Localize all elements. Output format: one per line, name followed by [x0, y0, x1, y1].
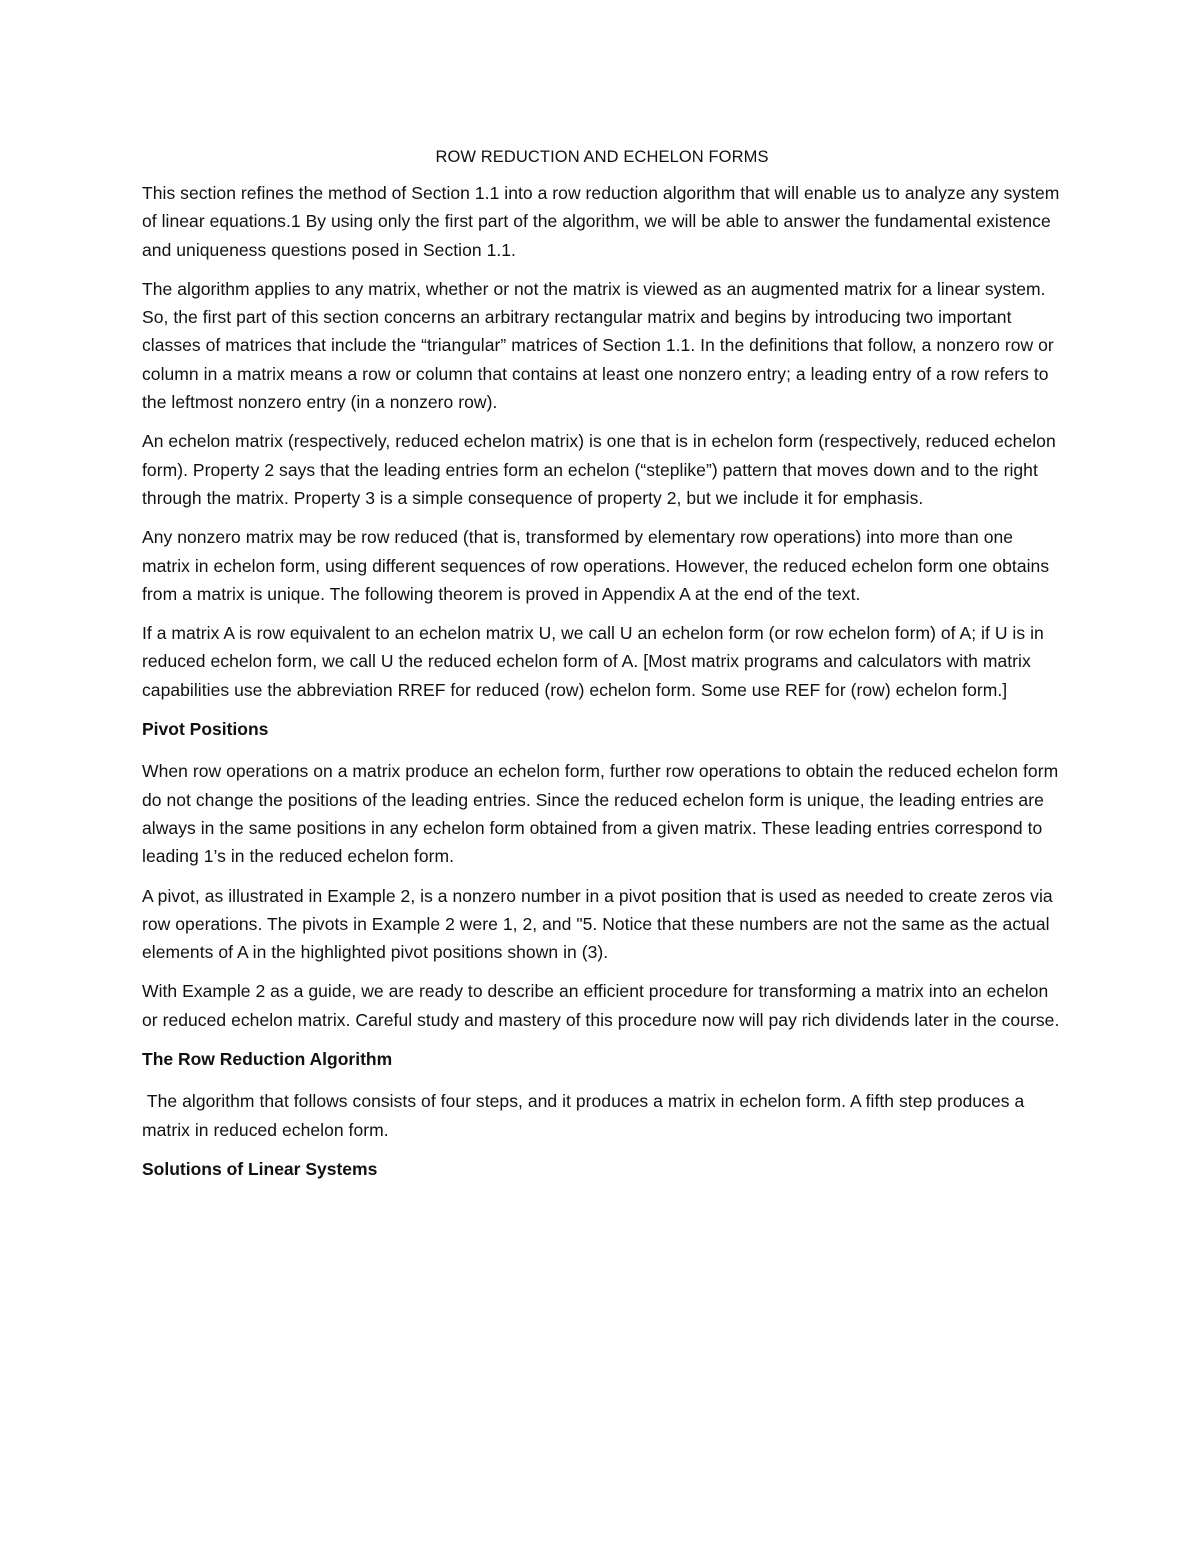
- paragraph-pivot-2: A pivot, as illustrated in Example 2, is a nonzero number in a pivot position that is used as needed to create zeros via row operations. The pivots in Example 2 were 1, 2, and "5. Notice that these numbers are not the same as the actual elements of A in the highlighted pivot positions shown in (3).: [142, 885, 1053, 963]
- paragraph-intro-4: Any nonzero matrix may be row reduced (that is, transformed by elementary row operations) into more than one matrix in echelon form, using different sequences of row operations. However, the reduced echelon form one obtains from a matrix is unique. The following theorem is proved in Appendix A at the end of the text.: [142, 527, 1050, 604]
- paragraph-pivot-1: When row operations on a matrix produce an echelon form, further row operations to obtain the reduced echelon form do not change the positions of the leading entries. Since the reduced echelon form is unique, the leading entries are always in the same positions in any echelon form obtained from a given matrix. These leading entries correspond to leading 1’s in the reduced echelon form.: [142, 761, 1059, 867]
- document-title: ROW REDUCTION AND ECHELON FORMS: [435, 148, 769, 166]
- heading-pivot-positions: Pivot Positions: [142, 719, 269, 740]
- paragraph-intro-5: If a matrix A is row equivalent to an echelon matrix U, we call U an echelon form (or row echelon form) of A; if U is in reduced echelon form, we call U the reduced echelon form of A. [Most matrix programs and calculators with matrix capabilities use the abbreviation RREF for reduced (row) echelon form. Some use REF for (row) echelon form.]: [142, 623, 1044, 700]
- document-page: [142, 143, 1062, 1197]
- paragraph-pivot-3: With Example 2 as a guide, we are ready to describe an efficient procedure for transforming a matrix into an echelon or reduced echelon matrix. Careful study and mastery of this procedure now will pay rich dividends later in the course.: [142, 981, 1060, 1030]
- heading-solutions-linear-systems: Solutions of Linear Systems: [142, 1158, 378, 1179]
- heading-row-reduction-algorithm: The Row Reduction Algorithm: [142, 1049, 393, 1070]
- paragraph-intro-3: An echelon matrix (respectively, reduced echelon matrix) is one that is in echelon form (respectively, reduced echelon form). Property 2 says that the leading entries form an echelon (“steplike”) pattern that moves down and to the right through the matrix. Property 3 is a simple consequence of property 2, but we include it for emphasis.: [142, 431, 1056, 508]
- paragraph-intro-2: The algorithm applies to any matrix, whether or not the matrix is viewed as an augmented matrix for a linear system. So, the first part of this section concerns an arbitrary rectangular matrix and begins by introducing two important classes of matrices that include the “triangular” matrices of Section 1.1. In the definitions that follow, a nonzero row or column in a matrix means a row or column that contains at least one nonzero entry; a leading entry of a row refers to the leftmost nonzero entry (in a nonzero row).: [142, 278, 1054, 413]
- paragraph-algorithm: The algorithm that follows consists of four steps, and it produces a matrix in echelon form. A fifth step produces a matrix in reduced echelon form.: [142, 1091, 1025, 1140]
- paragraph-intro-1: This section refines the method of Section 1.1 into a row reduction algorithm that will enable us to analyze any system of linear equations.1 By using only the first part of the algorithm, we will be able to answer the fundamental existence and uniqueness questions posed in Section 1.1.: [142, 183, 1060, 260]
